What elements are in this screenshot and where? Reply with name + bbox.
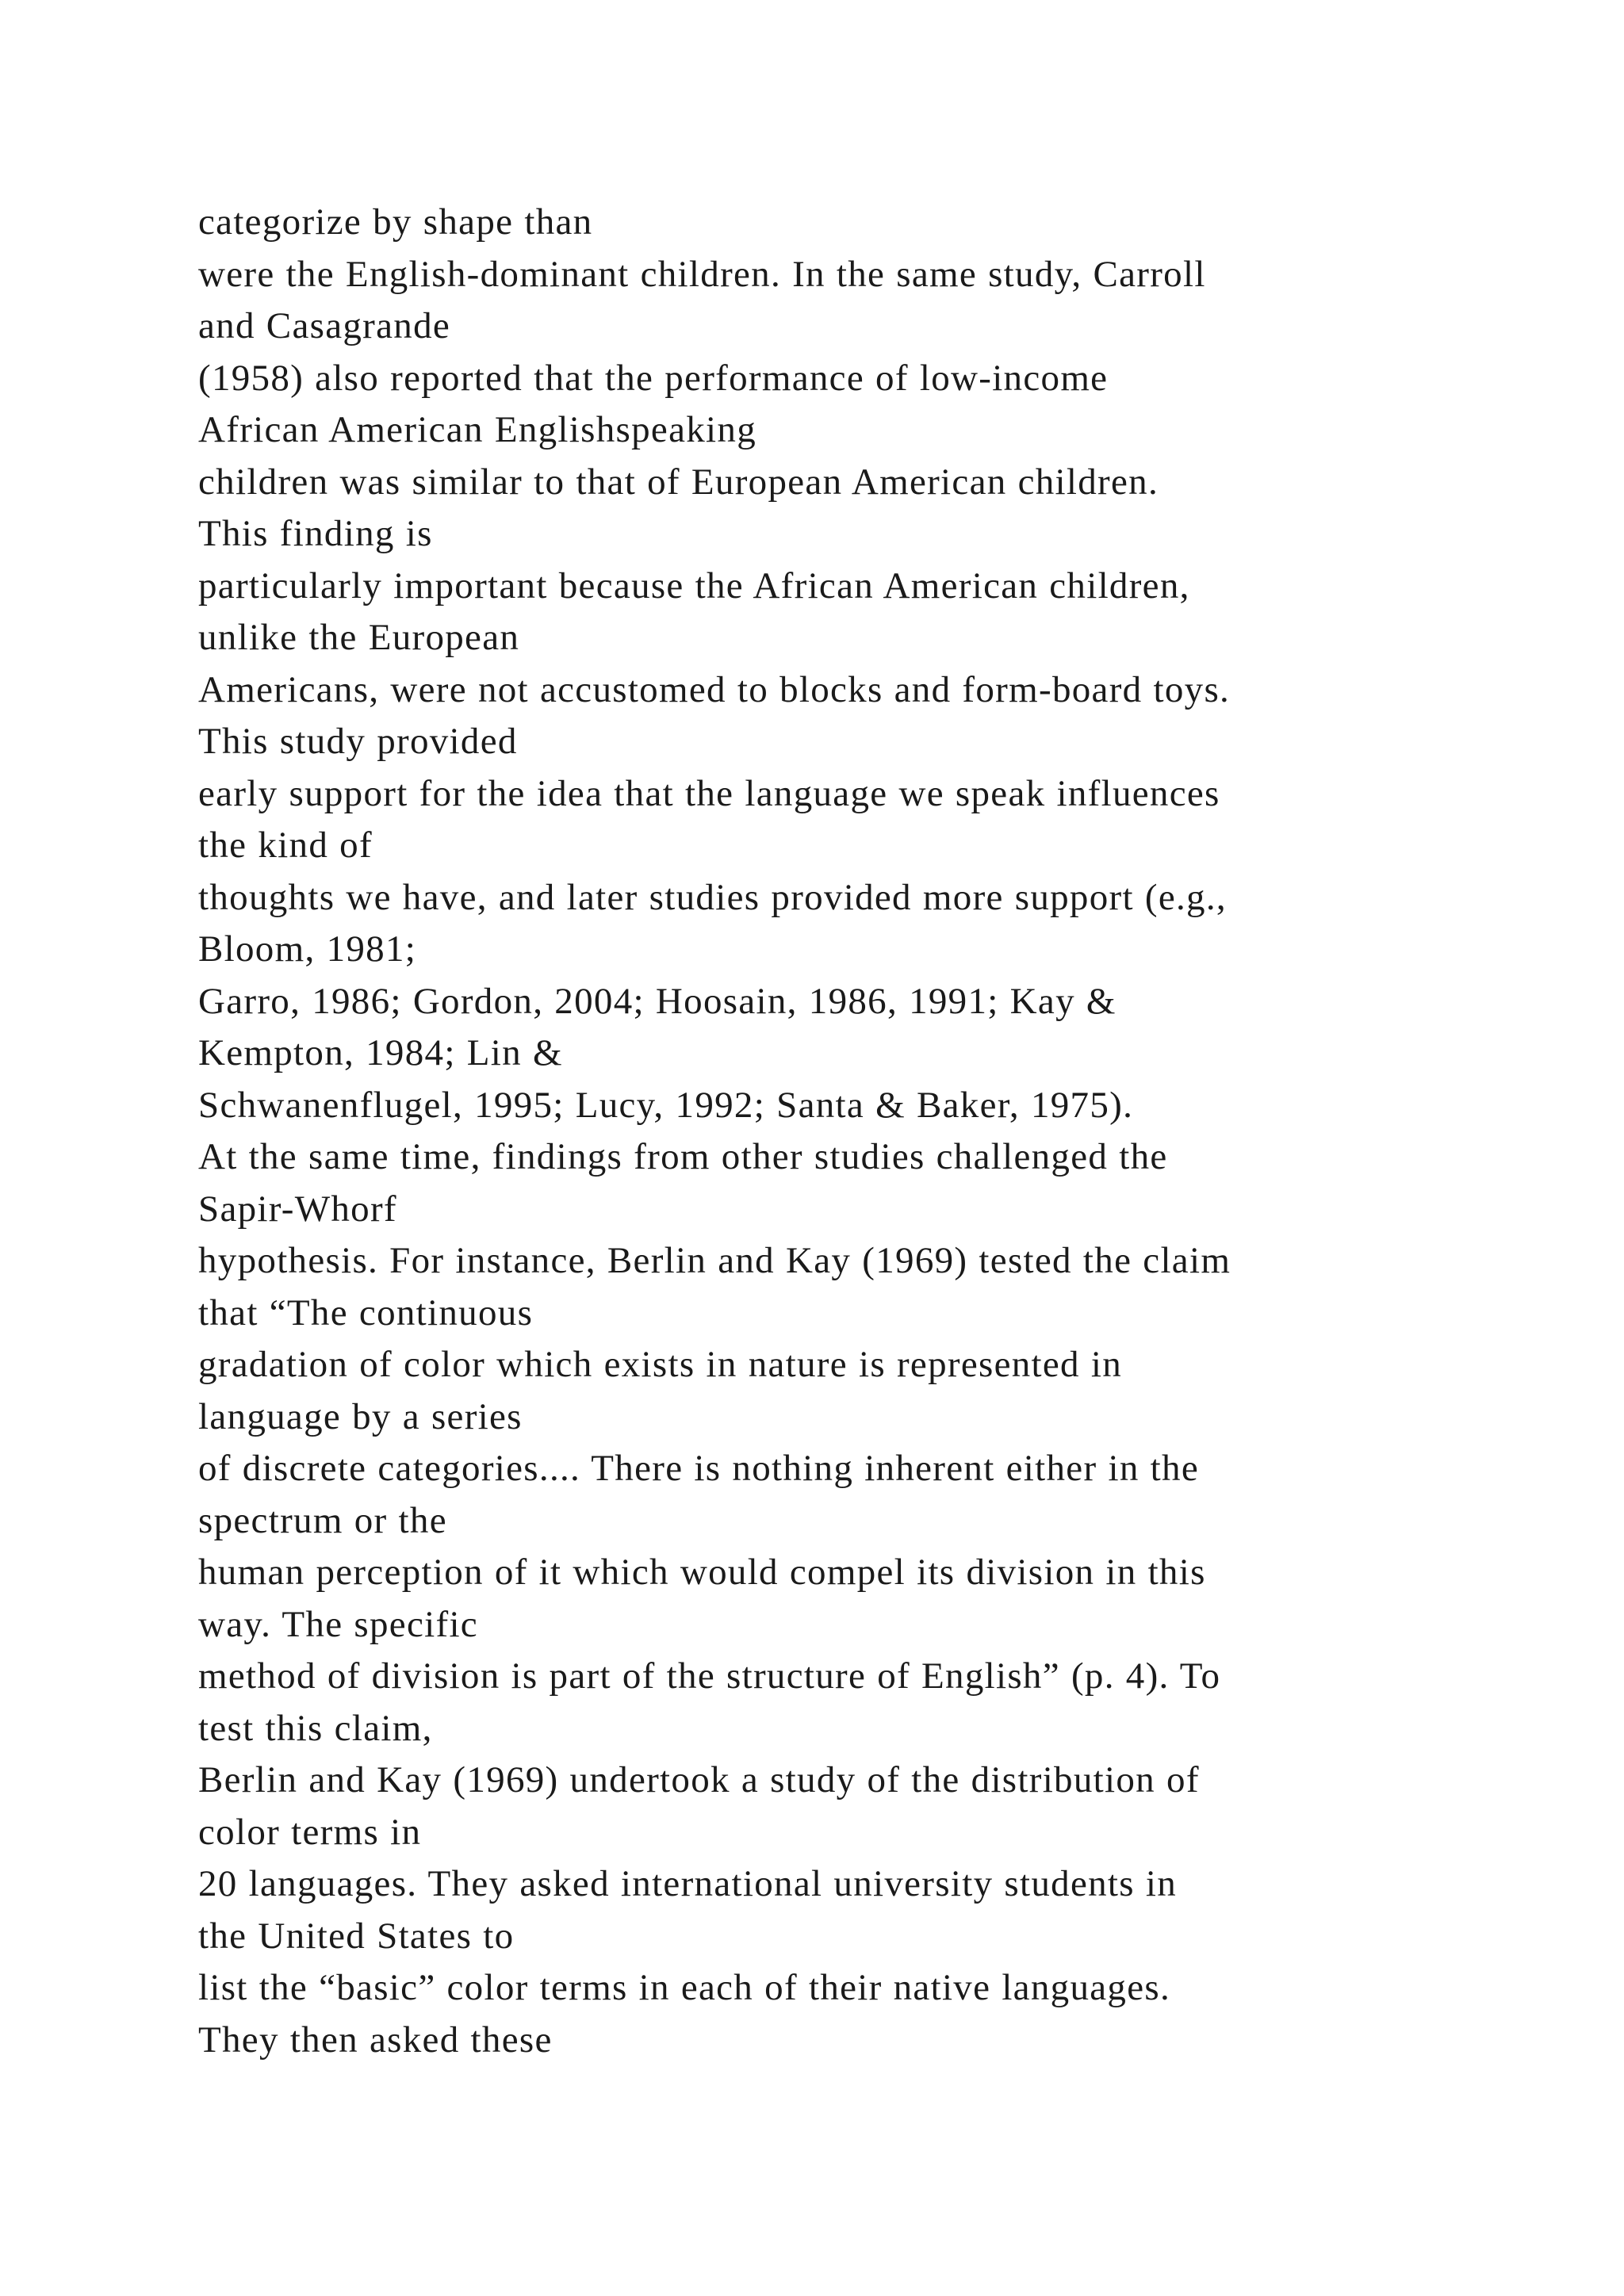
- text-line: thoughts we have, and later studies provided more support (e.g.,: [198, 876, 1227, 918]
- text-line: were the English-dominant children. In the same study, Carroll: [198, 253, 1206, 295]
- text-line: unlike the European: [198, 617, 520, 658]
- text-line: (1958) also reported that the performance of low-income: [198, 357, 1109, 399]
- text-line: Kempton, 1984; Lin &: [198, 1032, 563, 1073]
- text-line: of discrete categories.... There is nothing inherent either in the: [198, 1448, 1199, 1489]
- text-line: Americans, were not accustomed to blocks and form-board toys.: [198, 668, 1231, 710]
- text-line: gradation of color which exists in nature is represented in: [198, 1344, 1123, 1385]
- text-line: categorize by shape than: [198, 201, 593, 243]
- text-line: Bloom, 1981;: [198, 928, 417, 970]
- text-line: African American Englishspeaking: [198, 409, 757, 450]
- text-line: list the “basic” color terms in each of their native languages.: [198, 1967, 1171, 2008]
- text-line: early support for the idea that the language we speak influences: [198, 772, 1220, 814]
- text-line: At the same time, findings from other studies challenged the: [198, 1136, 1168, 1177]
- text-line: and Casagrande: [198, 305, 451, 346]
- text-line: Sapir-Whorf: [198, 1188, 397, 1230]
- text-line: This study provided: [198, 721, 518, 762]
- text-line: Schwanenflugel, 1995; Lucy, 1992; Santa & Baker, 1975).: [198, 1084, 1134, 1126]
- text-line: hypothesis. For instance, Berlin and Kay (1969) tested the claim: [198, 1240, 1231, 1281]
- text-line: method of division is part of the structure of English” (p. 4). To: [198, 1655, 1221, 1697]
- text-line: way. The specific: [198, 1603, 478, 1645]
- text-line: human perception of it which would compel its division in this: [198, 1552, 1206, 1593]
- text-line: children was similar to that of European American children.: [198, 461, 1159, 503]
- text-line: 20 languages. They asked international university students in: [198, 1863, 1178, 1904]
- text-line: color terms in: [198, 1811, 422, 1853]
- text-line: the United States to: [198, 1915, 515, 1957]
- text-line: language by a series: [198, 1395, 523, 1437]
- text-line: that “The continuous: [198, 1292, 534, 1334]
- text-line: Garro, 1986; Gordon, 2004; Hoosain, 1986, 1991; Kay &: [198, 980, 1116, 1022]
- text-line: the kind of: [198, 825, 373, 866]
- body-text: [198, 197, 1499, 2066]
- text-line: spectrum or the: [198, 1499, 447, 1541]
- text-line: particularly important because the African American children,: [198, 564, 1190, 607]
- text-line: They then asked these: [198, 2019, 553, 2061]
- text-line: test this claim,: [198, 1707, 433, 1749]
- text-line: This finding is: [198, 513, 433, 554]
- text-line: Berlin and Kay (1969) undertook a study of the distribution of: [198, 1759, 1200, 1800]
